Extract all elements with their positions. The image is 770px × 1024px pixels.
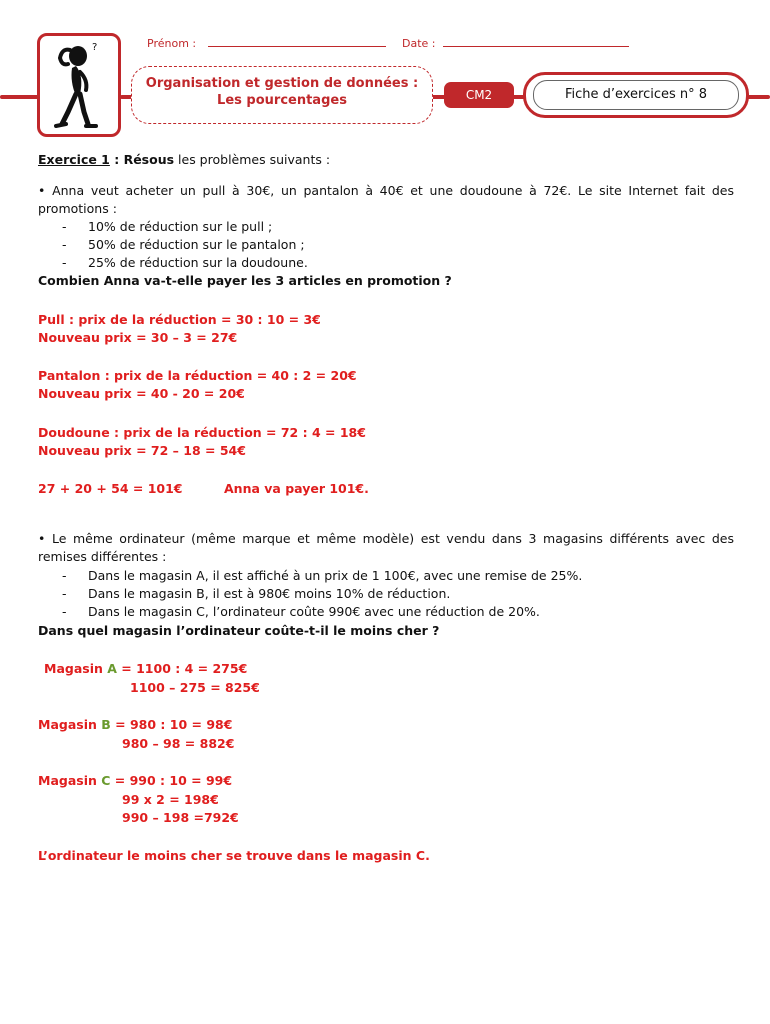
problem2-intro-line2: remises différentes : bbox=[38, 549, 167, 564]
magasin-b-letter: B bbox=[101, 717, 111, 732]
problem2-question: Dans quel magasin l’ordinateur coûte-t-il le moins cher ? bbox=[38, 623, 440, 638]
answer-pantalon-reduction: Pantalon : prix de la réduction = 40 : 2 = 20€ bbox=[38, 368, 357, 383]
answer-total-sentence: Anna va payer 101€. bbox=[224, 481, 369, 496]
sheet-number-label: Fiche d’exercices n° 8 bbox=[533, 80, 739, 110]
answer-doudoune-new-price: Nouveau prix = 72 – 18 = 54€ bbox=[38, 443, 246, 458]
problem1-item-2: - 50% de réduction sur le pantalon ; bbox=[62, 237, 305, 252]
problem1-item-3: - 25% de réduction sur la doudoune. bbox=[62, 255, 308, 270]
answer-conclusion: L’ordinateur le moins cher se trouve dans le magasin C. bbox=[38, 848, 430, 863]
thinking-figure-icon bbox=[40, 36, 118, 134]
sheet-title-box bbox=[131, 66, 433, 124]
date-field[interactable] bbox=[402, 36, 629, 50]
date-blank[interactable] bbox=[443, 36, 629, 47]
answer-total-calc: 27 + 20 + 54 = 101€ bbox=[38, 481, 183, 496]
prenom-label: Prénom : bbox=[147, 37, 197, 50]
exercise-instruction: les problèmes suivants : bbox=[174, 152, 331, 167]
title-line-2: Les pourcentages bbox=[217, 93, 347, 108]
answer-magasin-a-line2: 1100 – 275 = 825€ bbox=[130, 680, 260, 695]
exercise-heading bbox=[38, 152, 330, 168]
answer-doudoune-reduction: Doudoune : prix de la réduction = 72 : 4 = 18€ bbox=[38, 425, 366, 440]
answer-pull-new-price: Nouveau prix = 30 – 3 = 27€ bbox=[38, 330, 238, 345]
header-rule-left bbox=[0, 95, 40, 99]
exercise-label: Exercice 1 bbox=[38, 152, 110, 167]
exercise-verb: Résous bbox=[123, 152, 175, 167]
exercise-colon: : bbox=[109, 152, 124, 167]
sheet-number-box bbox=[523, 72, 749, 118]
problem2-intro-line1: • Le même ordinateur (même marque et même modèle) est vendu dans 3 magasins différents avec des bbox=[38, 531, 734, 546]
answer-magasin-b-line1: Magasin B = 980 : 10 = 98€ bbox=[38, 717, 233, 732]
answer-magasin-c-line1: Magasin C = 990 : 10 = 99€ bbox=[38, 773, 233, 788]
answer-pull-reduction: Pull : prix de la réduction = 30 : 10 = 3€ bbox=[38, 312, 321, 327]
logo-frame bbox=[37, 33, 121, 137]
problem2-item-3: - Dans le magasin C, l’ordinateur coûte 990€ avec une réduction de 20%. bbox=[62, 604, 540, 619]
level-badge: CM2 bbox=[444, 82, 514, 108]
svg-text:?: ? bbox=[92, 42, 98, 53]
prenom-blank[interactable] bbox=[208, 36, 386, 47]
title-line-1: Organisation et gestion de données : bbox=[145, 76, 419, 91]
problem1-item-1: - 10% de réduction sur le pull ; bbox=[62, 219, 273, 234]
prenom-field[interactable] bbox=[147, 36, 386, 50]
problem2-item-2: - Dans le magasin B, il est à 980€ moins 10% de réduction. bbox=[62, 586, 451, 601]
problem1-intro-line2: promotions : bbox=[38, 201, 117, 216]
answer-magasin-b-line2: 980 – 98 = 882€ bbox=[122, 736, 235, 751]
answer-pantalon-new-price: Nouveau prix = 40 - 20 = 20€ bbox=[38, 386, 245, 401]
date-label: Date : bbox=[402, 37, 436, 50]
magasin-a-letter: A bbox=[107, 661, 117, 676]
answer-magasin-c-line3: 990 – 198 =792€ bbox=[122, 810, 239, 825]
answer-magasin-a-line1: Magasin A = 1100 : 4 = 275€ bbox=[44, 661, 248, 676]
magasin-c-letter: C bbox=[101, 773, 111, 788]
problem1-intro-line1: • Anna veut acheter un pull à 30€, un pantalon à 40€ et une doudoune à 72€. Le site Internet fait des bbox=[38, 183, 734, 198]
problem1-question: Combien Anna va-t-elle payer les 3 articles en promotion ? bbox=[38, 273, 452, 288]
problem2-item-1: - Dans le magasin A, il est affiché à un prix de 1 100€, avec une remise de 25%. bbox=[62, 568, 583, 583]
answer-magasin-c-line2: 99 x 2 = 198€ bbox=[122, 792, 219, 807]
